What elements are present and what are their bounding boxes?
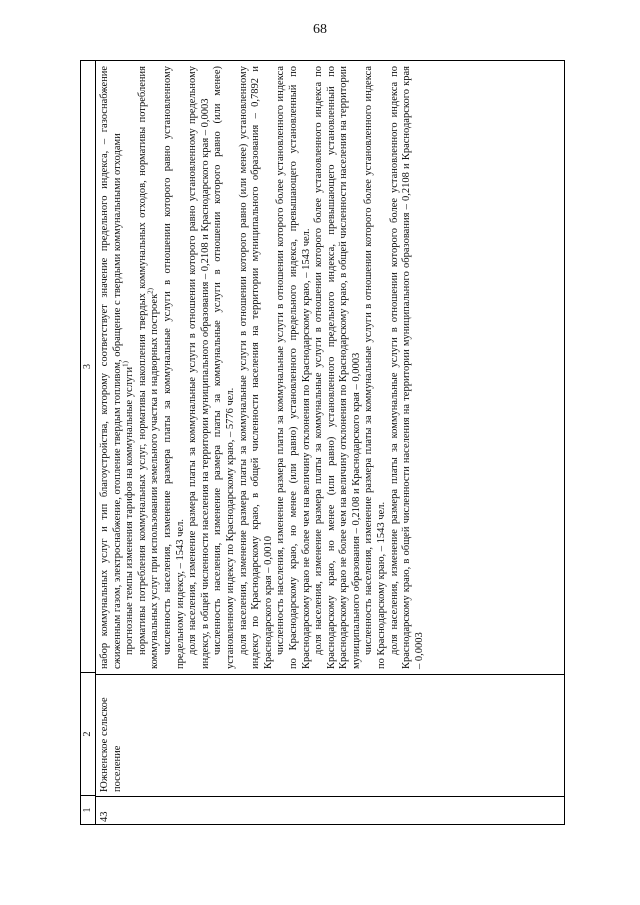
header-col-1: 1 xyxy=(81,795,95,824)
paragraph: прогнозные темпы изменения тарифов на коммунальные услуги$^{1)}$ xyxy=(121,361,136,655)
paragraph: доля населения, изменение размера платы за коммунальные услуги в отношении которого равно (или менее) установленному индексу по Краснодарскому краю, в общей численности населения на территории муниципального образования – 0,7892 и Краснодарского края – 0,0010 xyxy=(237,66,274,669)
table-header xyxy=(81,61,96,824)
table-row xyxy=(96,61,564,824)
paragraph: численность населения, изменение размера платы за коммунальные услуги в отношении которого равно (или менее) установленному индексу по Краснодарскому краю, – 5776 чел. xyxy=(212,66,236,669)
row-description xyxy=(96,61,564,674)
footnote-mark: 2) xyxy=(146,287,155,294)
paragraph: численность населения, изменение размера платы за коммунальные услуги в отношении которого более установленного индекса по Краснодарскому краю, но менее (или равно) установленного предельного индекса, превышающего установленный по Краснодарскому краю не более чем на величину отклонения по Краснодарскому краю, – 1543 чел. xyxy=(275,66,312,669)
paragraph: нормативы потребления коммунальных услуг, нормативы накопления твердых коммунальных отходов, нормативы потребления коммунальных услуг при использовании земельного участка и надворных построек$^{2)}$ xyxy=(136,66,161,669)
paragraph: численность населения, изменение размера платы за коммунальные услуги в отношении которого более установленного индекса по Краснодарскому краю, – 1543 чел. xyxy=(363,66,388,669)
settlement-name: Южненское сельское поселение xyxy=(96,674,564,796)
page-number: 68 xyxy=(313,22,327,37)
paragraph: набор коммунальных услуг и тип благоустройства, которому соответствует значение предельного индекса, – газоснабжение сжиженным газом, электроснабжение, отопление твердым топливом, обращение с твердыми коммунальными отходами xyxy=(99,66,123,669)
row-number: 43 xyxy=(96,796,564,824)
header-col-3: 3 xyxy=(82,364,93,369)
paragraph: доля населения, изменение размера платы за коммунальные услуги в отношении которого более установленного индекса по Краснодарскому краю, но менее (или равно) установленного предельного индекса, превышающего установленный по Краснодарскому краю не более чем на величину отклонения по Краснодарскому краю, в общей численности населения на территории муниципального образования – 0,2108 и Краснодарского края – 0,0003 xyxy=(313,66,362,669)
paragraph: численность населения, изменение размера платы за коммунальные услуги в отношении которого равно установленному предельному индексу, – 1543 чел. xyxy=(161,66,186,669)
data-table xyxy=(80,60,565,825)
paragraph: доля населения, изменение размера платы за коммунальные услуги в отношении которого равно установленному предельному индексу, в общей численности населения на территории муниципального образования – 0,2108 и Краснодарского края – 0,0003 xyxy=(187,66,211,669)
footnote-mark: 1) xyxy=(121,361,130,367)
rotated-table-wrapper xyxy=(80,60,565,825)
paragraph: доля населения, изменение размера платы за коммунальные услуги в отношении которого более установленного индекса по Краснодарскому краю, в общей численности населения на территории муниципального образования – 0,2108 и Краснодарского края – 0,0003 xyxy=(388,66,425,669)
header-col-2: 2 xyxy=(81,672,95,795)
